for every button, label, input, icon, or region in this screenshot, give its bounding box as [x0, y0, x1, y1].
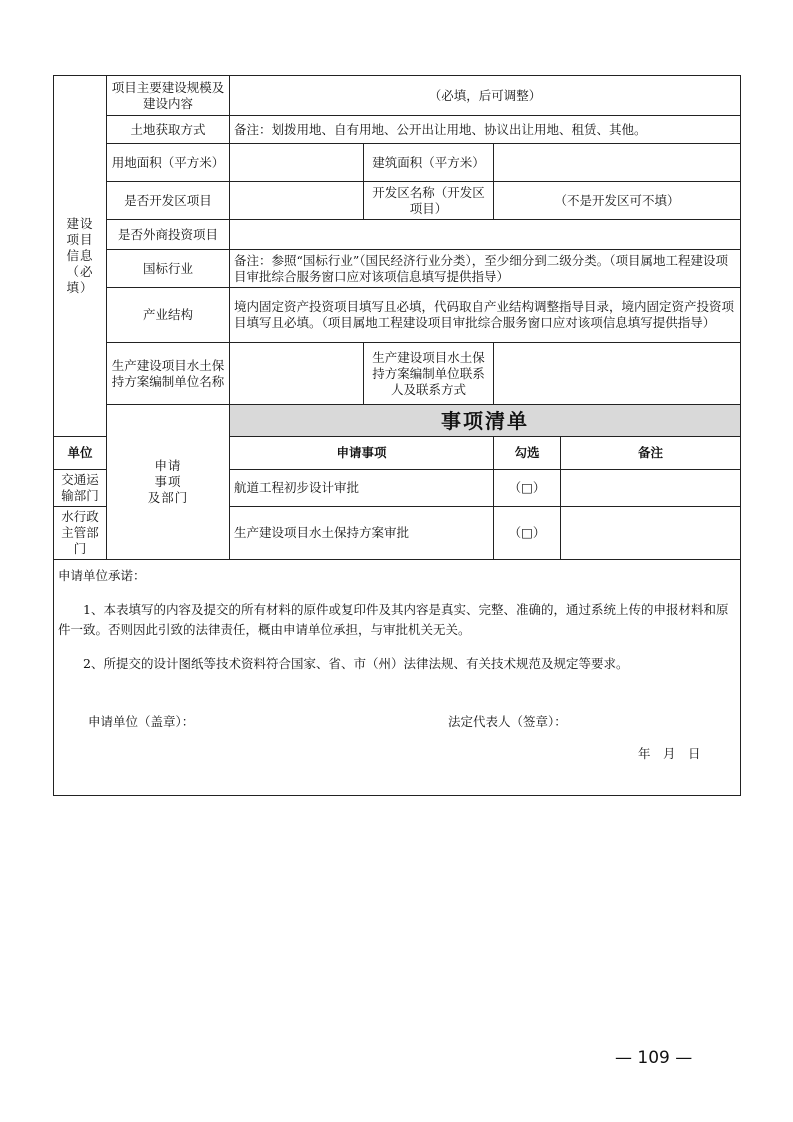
land-method-field[interactable]: 备注：划拨用地、自有用地、公开出让用地、协议出让用地、租赁、其他。: [230, 116, 741, 144]
industry-label: 国标行业: [107, 250, 230, 288]
plan-contact-field[interactable]: [494, 343, 741, 405]
row-unit: 水行政主管部门: [54, 507, 107, 560]
land-area-field[interactable]: [230, 144, 364, 182]
header-remark: 备注: [561, 437, 741, 470]
row-item: 航道工程初步设计审批: [230, 470, 494, 507]
header-item: 申请事项: [230, 437, 494, 470]
header-check: 勾选: [494, 437, 561, 470]
application-form-table: [53, 75, 741, 796]
header-unit: 单位: [54, 437, 107, 470]
page-number: — 109 —: [615, 1048, 693, 1068]
plan-unit-label: 生产建设项目水土保持方案编制单位名称: [107, 343, 230, 405]
plan-unit-field[interactable]: [230, 343, 364, 405]
foreign-investment-label: 是否外商投资项目: [107, 220, 230, 250]
dev-zone-name-field[interactable]: （不是开发区可不填）: [494, 182, 741, 220]
building-area-field[interactable]: [494, 144, 741, 182]
building-area-label: 建筑面积（平方米）: [364, 144, 494, 182]
signature-area: [58, 674, 736, 761]
land-method-label: 土地获取方式: [107, 116, 230, 144]
plan-contact-label: 生产建设项目水土保持方案编制单位联系人及联系方式: [364, 343, 494, 405]
legal-rep-signature-label[interactable]: 法定代表人（签章）：: [448, 714, 567, 729]
row-remark[interactable]: [561, 470, 741, 507]
row-unit: 交通运输部门: [54, 470, 107, 507]
promise-paragraph-1: 1、本表填写的内容及提交的所有材料的原件或复印件及其内容是真实、完整、准确的，通过系统上传的申报材料和原件一致。否则因此引致的法律责任，概由申请单位承担，与审批机关无关。: [58, 602, 729, 637]
industry-field[interactable]: 备注：参照“国标行业”（国民经济行业分类），至少细分到二级分类。（项目属地工程建设项目审批综合服务窗口应对该项信息填写提供指导）: [230, 250, 741, 288]
scale-field[interactable]: （必填，后可调整）: [230, 76, 741, 116]
promise-paragraph-2: 2、所提交的设计图纸等技术资料符合国家、省、市（州）法律法规、有关技术规范及规定等要求。: [83, 656, 629, 671]
items-section-label: 申请 事项 及部门: [107, 405, 230, 560]
promise-section: [54, 560, 741, 796]
project-info-section-label: 建设 项目 信息 （必 填）: [54, 76, 107, 437]
dev-zone-field[interactable]: [230, 182, 364, 220]
dev-zone-label: 是否开发区项目: [107, 182, 230, 220]
row-remark[interactable]: [561, 507, 741, 560]
row-checkbox[interactable]: （□）: [494, 470, 561, 507]
scale-label: 项目主要建设规模及建设内容: [107, 76, 230, 116]
applicant-seal-label[interactable]: 申请单位（盖章）：: [88, 714, 195, 729]
items-title: 事项清单: [230, 405, 741, 437]
dev-zone-name-label: 开发区名称（开发区项目）: [364, 182, 494, 220]
land-area-label: 用地面积（平方米）: [107, 144, 230, 182]
date-label[interactable]: 年 月 日: [638, 746, 701, 761]
row-checkbox[interactable]: （□）: [494, 507, 561, 560]
row-item: 生产建设项目水土保持方案审批: [230, 507, 494, 560]
industry-structure-label: 产业结构: [107, 288, 230, 343]
foreign-investment-field[interactable]: [230, 220, 741, 250]
promise-title: 申请单位承诺：: [58, 568, 146, 583]
industry-structure-field[interactable]: 境内固定资产投资项目填写且必填，代码取自产业结构调整指导目录，境内固定资产投资项目填写且必填。（项目属地工程建设项目审批综合服务窗口应对该项信息填写提供指导）: [230, 288, 741, 343]
